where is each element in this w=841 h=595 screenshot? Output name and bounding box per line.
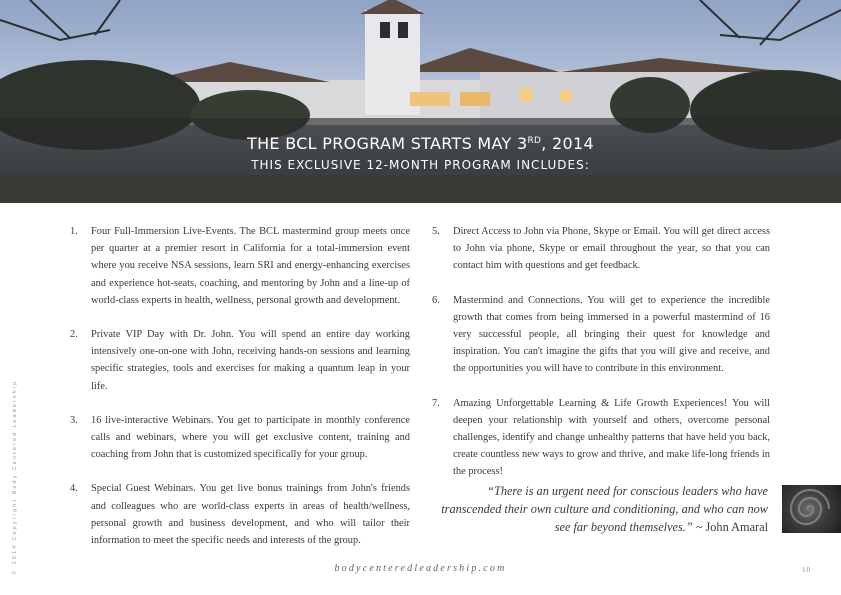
page-subtitle: THIS EXCLUSIVE 12-MONTH PROGRAM INCLUDES: — [251, 158, 590, 172]
list-item: 7. Amazing Unforgettable Learning & Life Growth Experiences! You will deepen your relationship with yourself and others, overcome personal challenges, identify and change unhealthy patterns that have held you back, create countless new ways to grow and thrive, and make life-long friends in the process! — [432, 397, 770, 478]
quote-author: John Amaral — [705, 520, 768, 534]
list-item: 2. Private VIP Day with Dr. John. You will spend an entire day working intensively one-on-one with John, receiving hands-on sessions and learning specific strategies, tools and exercises for making a quantum leap in your life. — [70, 329, 410, 392]
swirl-icon — [782, 485, 841, 533]
page-number: 10 — [802, 566, 811, 574]
quote-text: “There is an urgent need for conscious leaders who have transcended their own culture and conditioning, and who can now see far beyond themselves.” ~ — [441, 484, 768, 534]
left-column — [70, 223, 410, 566]
list-item: 1. Four Full-Immersion Live-Events. The BCL mastermind group meets once per quarter at a premier resort in California for a total-immersion event where you receive NSA sessions, learn SRI and energy-enhancing exercises and experience hot-seats, coaching, and mentoring by John and a line-up of world-class experts in health, wellness, personal growth and development. — [70, 226, 410, 306]
list-item: 3. 16 live-interactive Webinars. You get to participate in monthly conference calls and webinars, where you will get exclusive content, training and coaching from John that is customized specifically for your group. — [70, 414, 410, 461]
copyright-text: © 2014 Copyright Body Centered Leadership — [12, 379, 18, 575]
list-item: 6. Mastermind and Connections. You will get to experience the incredible growth that comes from being immersed in a powerful mastermind of 16 very successful people, all bringing their quest for knowledge and inspiration. You can't imagine the gifts that you will give and receive, and the opportunities you will have to contribute in this environment. — [432, 294, 770, 375]
right-column — [432, 223, 770, 498]
title-banner — [0, 118, 841, 203]
pull-quote — [432, 482, 768, 536]
swirl-thumbnail-image — [782, 485, 841, 533]
list-item: 5. Direct Access to John via Phone, Skype or Email. You will get direct access to John via phone, Skype or email throughout the year, so that you can contact him with questions and get feedback. — [432, 226, 770, 272]
list-item: 4. Special Guest Webinars. You get live bonus trainings from John's friends and colleagues who are world-class experts in areas of health/wellness, personal growth and business development, and who will tailor their information to meet the specific needs and interests of the group. — [70, 483, 410, 547]
page-title: THE BCL PROGRAM STARTS MAY 3RD, 2014 — [247, 134, 594, 153]
footer-website-link[interactable]: bodycenteredleadership.com — [334, 563, 507, 574]
hero-image — [0, 0, 841, 203]
